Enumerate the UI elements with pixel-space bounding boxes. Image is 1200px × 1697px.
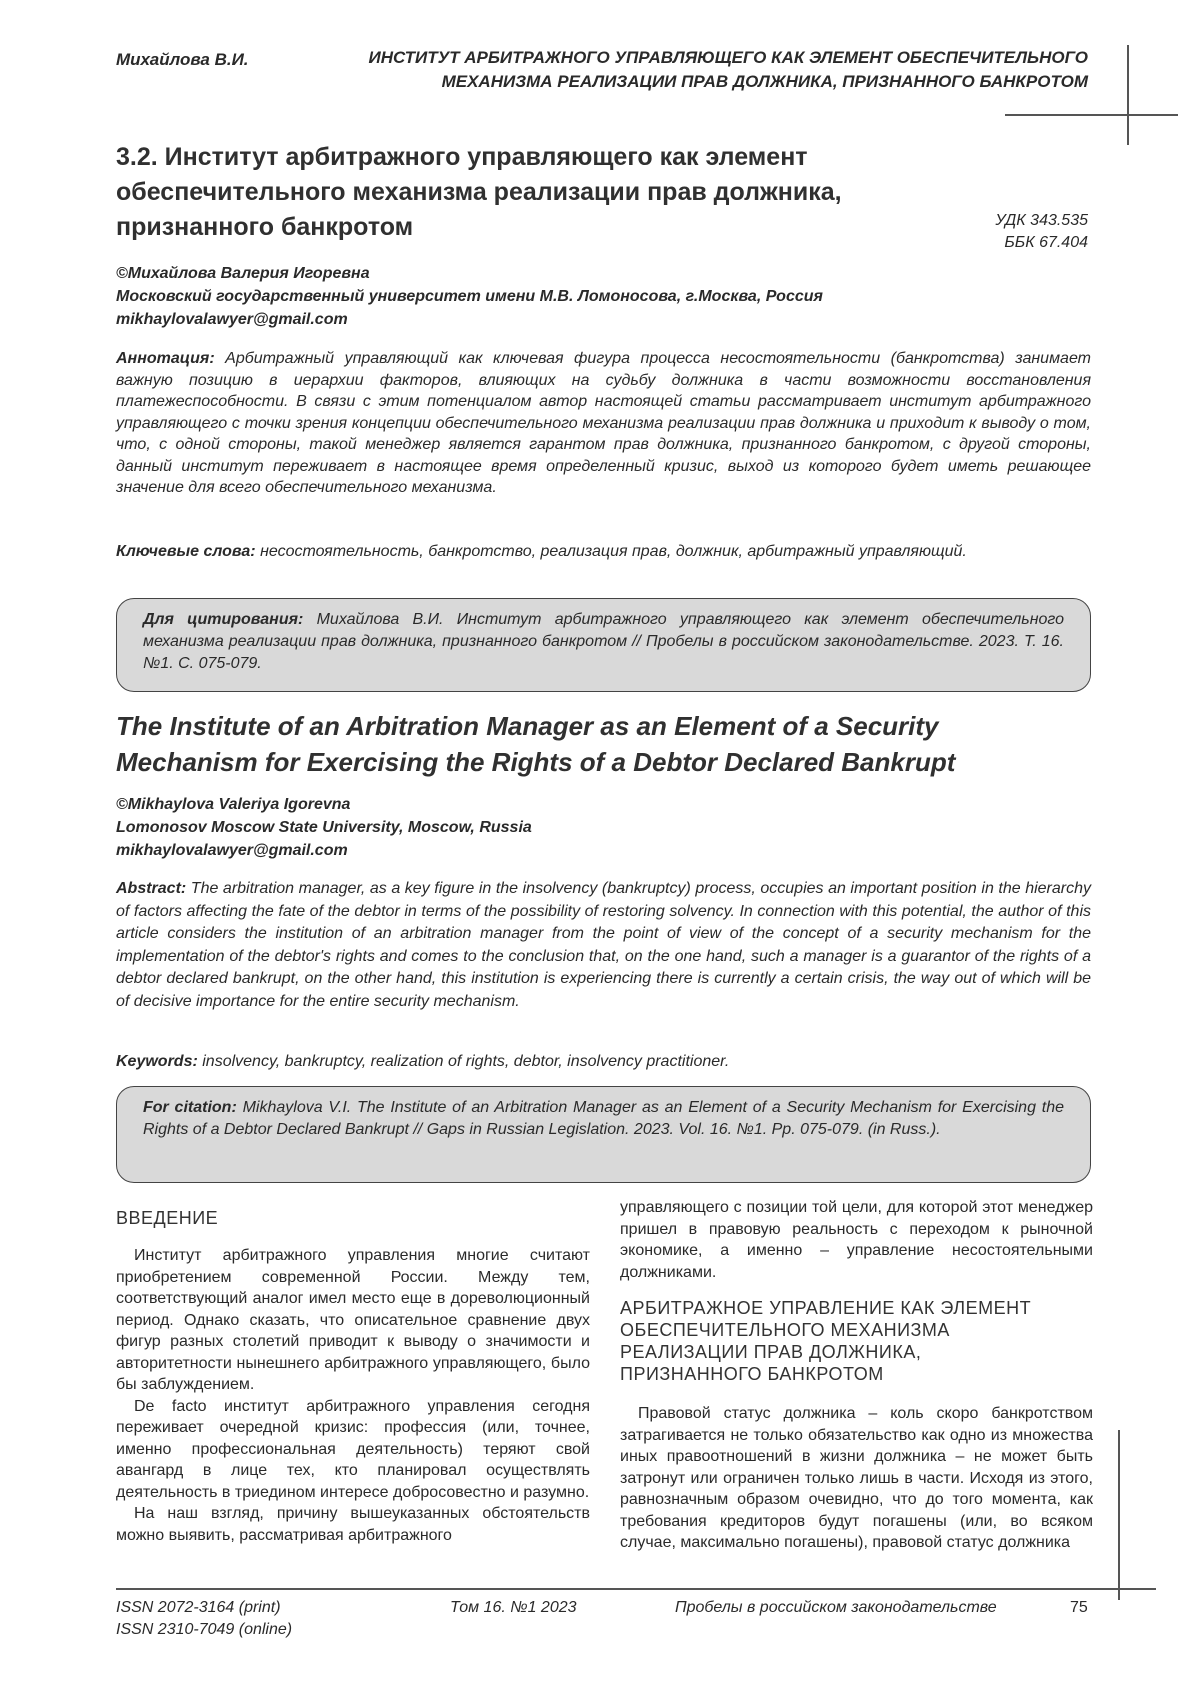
- citation-en-text: Mikhaylova V.I. The Institute of an Arbitration Manager as an Element of a Security Mechanism for Exercising the Rights of a Debtor Declared Bankrupt // Gaps in Russian Legislation. 2023. Vol. 16. №1. Pp. 075-079. (in Russ.).: [143, 1099, 1065, 1138]
- running-head-title-line: ИНСТИТУТ АРБИТРАЖНОГО УПРАВЛЯЮЩЕГО КАК ЭЛЕМЕНТ ОБЕСПЕЧИТЕЛЬНОГО: [368, 48, 1088, 67]
- author-name-en: ©Mikhaylova Valeriya Igorevna: [116, 796, 351, 813]
- body-paragraph: Институт арбитражного управления многие считают приобретением современной России. Между тем, соответствующий аналог имел место еще в дореволюционный период. Однако сказать, что описательное сравнение двух фигур разных столетий приводит к выводу о значимости и авторитетности нынешнего арбитражного управляющего, было бы заблуждением.: [116, 1247, 590, 1393]
- footer-volume: Том 16. №1 2023: [450, 1599, 577, 1616]
- author-name: ©Михайлова Валерия Игоревна: [116, 265, 370, 282]
- body-vertical-rule: [1118, 1430, 1120, 1600]
- article-title-line: признанного банкротом: [116, 213, 414, 241]
- author-email-en[interactable]: mikhaylovalawyer@gmail.com: [116, 842, 348, 859]
- article-title-line: 3.2. Институт арбитражного управляющего как элемент: [116, 143, 808, 171]
- classification-codes: [995, 210, 1088, 254]
- body-paragraph: Правовой статус должника – коль скоро банкротством затрагивается не только обязательство как одно из множества иных правоотношений в жизни должника – не может быть затронут или ограничен только лишь в части. Исходя из этого, равнозначным образом очевидно, что до того момента, как требования кредиторов будут погашены (или, во всяком случае, максимально погашены), правовой статус должника: [620, 1405, 1093, 1551]
- keywords-ru: [116, 541, 1091, 563]
- body-right-column: [620, 1197, 1093, 1554]
- abstract: [116, 878, 1091, 1013]
- author-info-ru: [116, 262, 1076, 331]
- issn-print: ISSN 2072-3164 (print): [116, 1599, 281, 1616]
- author-email[interactable]: mikhaylovalawyer@gmail.com: [116, 311, 348, 328]
- section-heading-line: ПРИЗНАННОГО БАНКРОТОМ: [620, 1364, 884, 1384]
- citation-ru-text: Михайлова В.И. Институт арбитражного управляющего как элемент обеспечительного механизма реализации прав должника, признанного банкротом // Пробелы в российском законодательстве. 2023. Т. 16. №1. С. 075-079.: [143, 611, 1065, 672]
- footer-journal: Пробелы в российском законодательстве: [675, 1599, 997, 1616]
- english-title: [116, 708, 1096, 780]
- issn-online: ISSN 2310-7049 (online): [116, 1621, 293, 1638]
- body-paragraph: De facto институт арбитражного управления сегодня переживает очередной кризис: профессия (или, точнее, именно профессиональная деятельность) теряют свой авангард в лице тех, кто планировал осуществлять деятельность в триедином интересе добросовестно и разумно.: [116, 1397, 590, 1501]
- udk-code: УДК 343.535: [995, 212, 1088, 229]
- header-vertical-rule: [1127, 45, 1129, 145]
- article-title: [116, 140, 936, 245]
- running-head-title: [288, 46, 1088, 94]
- citation-ru-label: Для цитирования:: [143, 611, 304, 628]
- abstract-label: Abstract:: [116, 880, 187, 897]
- running-head-author: Михайлова В.И.: [116, 50, 249, 69]
- abstract-text: The arbitration manager, as a key figure in the insolvency (bankruptcy) process, occupies an important position in the hierarchy of factors affecting the fate of the debtor in terms of the possibility of restoring solvency. In connection with this potential, the author of this article considers the institution of an arbitration manager from the point of view of the concept of a security mechanism for the implementation of the debtor's rights and comes to the conclusion that, on the one hand, such a manager is a guarantor of the rights of a debtor declared bankrupt, on the other hand, this institution is experiencing there is currently a certain crisis, the way out of which will be of decisive importance for the entire security mechanism.: [116, 880, 1091, 1010]
- running-head-title-line: МЕХАНИЗМА РЕАЛИЗАЦИИ ПРАВ ДОЛЖНИКА, ПРИЗНАННОГО БАНКРОТОМ: [441, 72, 1088, 91]
- english-title-line: The Institute of an Arbitration Manager as an Element of a Security: [116, 711, 939, 741]
- annotation-label: Аннотация:: [116, 350, 215, 367]
- section-heading: [620, 1297, 1093, 1385]
- keywords-ru-text: несостоятельность, банкротство, реализация прав, должник, арбитражный управляющий.: [260, 543, 967, 560]
- body-paragraph: На наш взгляд, причину вышеуказанных обстоятельств можно выявить, рассматривая арбитражного: [116, 1505, 590, 1544]
- author-affiliation: Московский государственный университет имени М.В. Ломоносова, г.Москва, Россия: [116, 288, 823, 305]
- section-heading-line: РЕАЛИЗАЦИИ ПРАВ ДОЛЖНИКА,: [620, 1342, 922, 1362]
- intro-heading: ВВЕДЕНИЕ: [116, 1208, 219, 1228]
- section-heading-line: АРБИТРАЖНОЕ УПРАВЛЕНИЕ КАК ЭЛЕМЕНТ: [620, 1298, 1032, 1318]
- annotation: [116, 348, 1091, 499]
- citation-box-ru: [116, 598, 1091, 692]
- body-paragraph: управляющего с позиции той цели, для которой этот менеджер пришел в правовую реальность с переходом к рыночной экономике, а именно – управление несостоятельными должниками.: [620, 1199, 1093, 1281]
- keywords-en: [116, 1051, 1091, 1073]
- citation-box-en: [116, 1086, 1091, 1183]
- author-affiliation-en: Lomonosov Moscow State University, Moscow, Russia: [116, 819, 532, 836]
- author-info-en: [116, 793, 1076, 862]
- english-title-line: Mechanism for Exercising the Rights of a Debtor Declared Bankrupt: [116, 747, 956, 777]
- article-title-line: обеспечительного механизма реализации прав должника,: [116, 178, 842, 206]
- keywords-ru-label: Ключевые слова:: [116, 543, 256, 560]
- footer-issn: [116, 1597, 292, 1641]
- annotation-text: Арбитражный управляющий как ключевая фигура процесса несостоятельности (банкротства) занимает важную позицию в иерархии факторов, влияющих на судьбу должника в части возможности восстановления платежеспособности. В связи с этим потенциалом автор настоящей статьи рассматривает институт арбитражного управляющего с точки зрения концепции обеспечительного механизма реализации прав должника и приходит к выводу о том, что, с одной стороны, такой менеджер является гарантом прав должника, признанного банкротом, с другой стороны, данный институт переживает в настоящее время определенный кризис, выход из которого будет иметь решающее значение для всего обеспечительного механизма.: [116, 350, 1091, 496]
- section-heading-line: ОБЕСПЕЧИТЕЛЬНОГО МЕХАНИЗМА: [620, 1320, 950, 1340]
- citation-en-label: For citation:: [143, 1099, 237, 1116]
- footer-rule: [116, 1588, 1156, 1590]
- keywords-en-label: Keywords:: [116, 1053, 198, 1070]
- body-left-column: [116, 1245, 590, 1546]
- keywords-en-text: insolvency, bankruptcy, realization of rights, debtor, insolvency practitioner.: [202, 1053, 730, 1070]
- bbk-code: ББК 67.404: [1004, 234, 1088, 251]
- header-horizontal-rule: [1005, 114, 1178, 116]
- page-number: 75: [1070, 1599, 1088, 1616]
